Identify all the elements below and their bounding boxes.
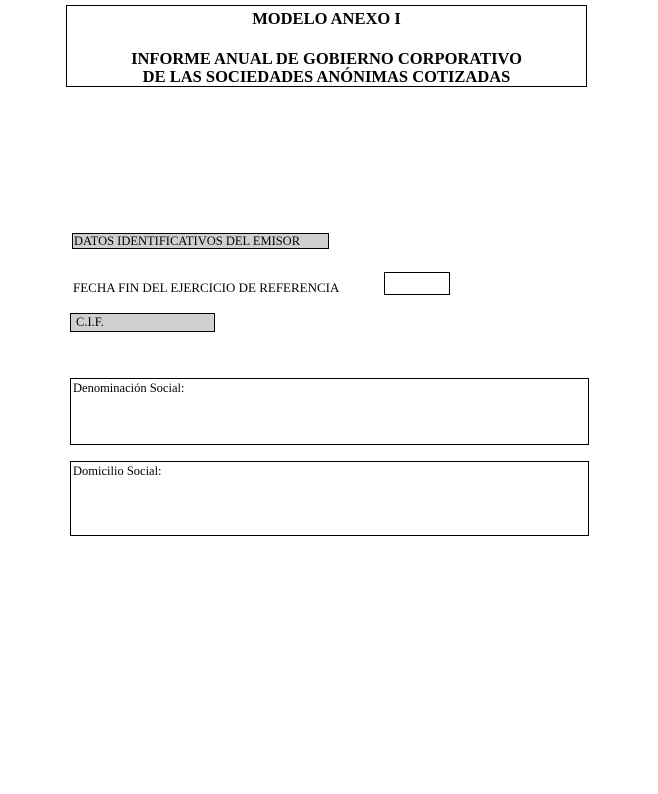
- fecha-fin-ejercicio-field[interactable]: [384, 272, 450, 295]
- cif-field[interactable]: [70, 313, 215, 332]
- cif-label: C.I.F.: [76, 315, 104, 329]
- domicilio-social-field[interactable]: [70, 461, 589, 536]
- domicilio-social-label: Domicilio Social:: [73, 464, 162, 478]
- subtitle-line-2: DE LAS SOCIEDADES ANÓNIMAS COTIZADAS: [142, 67, 511, 86]
- section-label-datos-emisor: DATOS IDENTIFICATIVOS DEL EMISOR: [72, 233, 329, 249]
- subtitle-line-1: INFORME ANUAL DE GOBIERNO CORPORATIVO: [131, 49, 522, 68]
- document-subtitle: [67, 50, 586, 86]
- document-title: MODELO ANEXO I: [252, 9, 401, 28]
- denominacion-social-label: Denominación Social:: [73, 381, 185, 395]
- fecha-fin-ejercicio-label: FECHA FIN DEL EJERCICIO DE REFERENCIA: [73, 280, 340, 295]
- title-box: [66, 5, 587, 87]
- denominacion-social-field[interactable]: [70, 378, 589, 445]
